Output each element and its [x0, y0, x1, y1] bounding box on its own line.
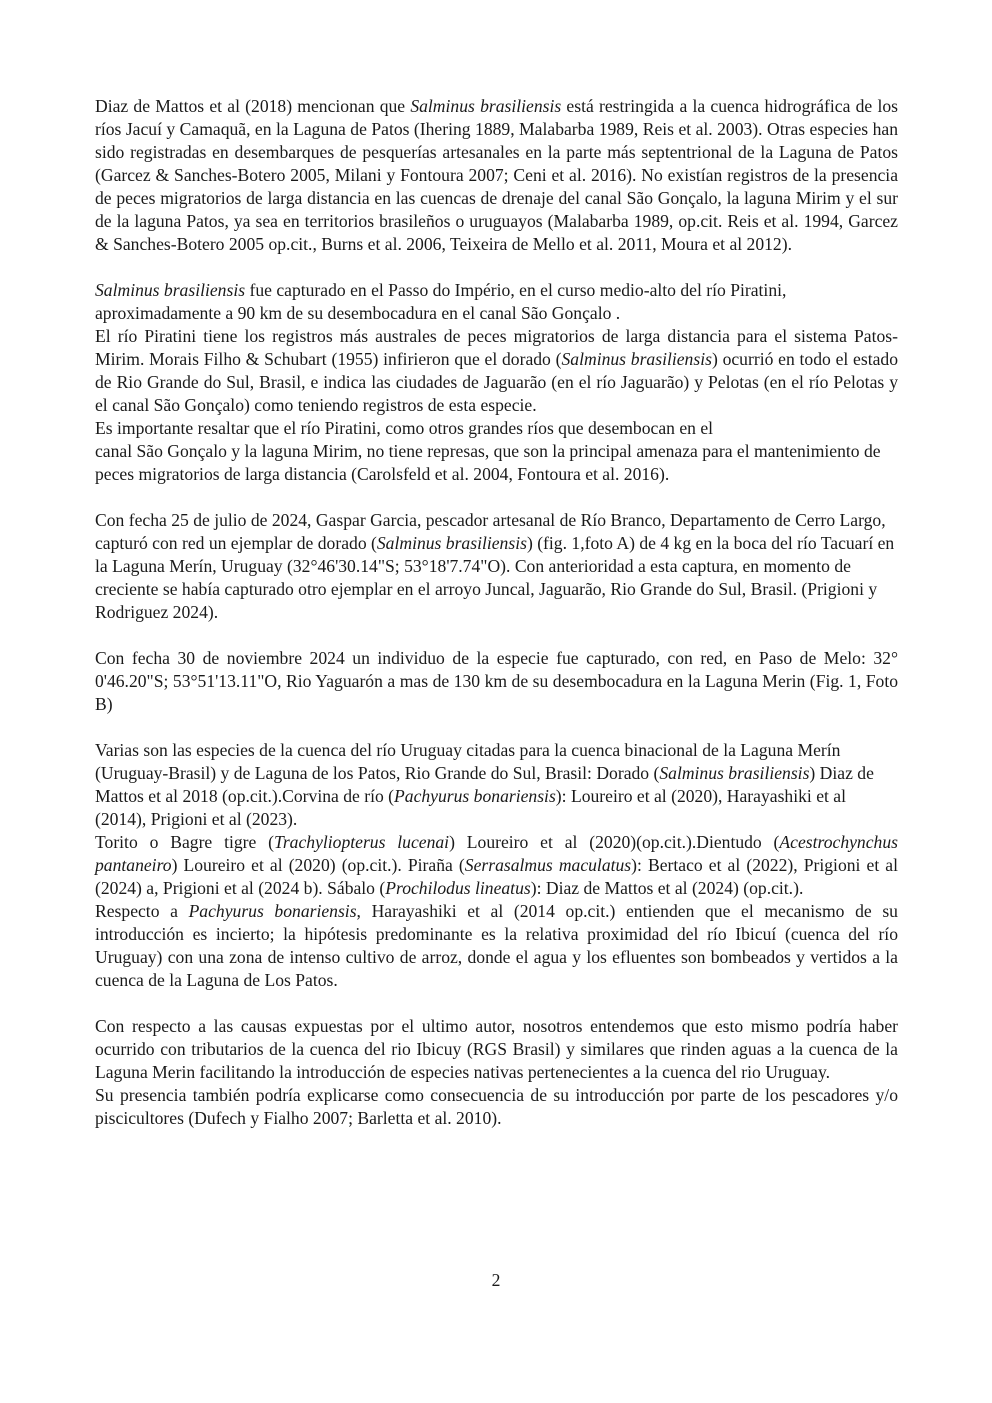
- paragraph: [95, 95, 898, 256]
- paragraph: [95, 440, 898, 486]
- paragraph-spacer: [95, 486, 898, 509]
- paragraph-spacer: [95, 256, 898, 279]
- italic-text: Acestrochynchus pantaneiro: [95, 832, 898, 875]
- paragraph: [95, 647, 898, 716]
- text-run: Diaz de Mattos et al (2018) mencionan que: [95, 96, 411, 116]
- italic-text: Salminus brasiliensis: [95, 280, 246, 300]
- italic-text: Salminus brasiliensis: [410, 96, 562, 116]
- text-run: Con respecto a las causas expuestas por el ultimo autor, nosotros entendemos que esto mismo podría haber ocurrido con tributarios de la cuenca del rio Ibicuy (RGS Brasil) y similares que rinden aguas a la cuenca de la Laguna Merin facilitando la introducción de especies nativas pertenecientes a la cuenca del rio Uruguay.: [95, 1016, 898, 1082]
- text-run: Torito o Bagre tigre (: [95, 832, 275, 852]
- text-run: , Harayashiki et al (2014 op.cit.) entienden que el mecanismo de su introducción es incierto; la hipótesis predominante es la relativa proximidad del río Ibicuí (cuenca del río Uruguay) con una zona de intenso cultivo de arroz, donde el agua y los efluentes son bombeados y vertidos a la cuenca de la Laguna de Los Patos.: [95, 901, 898, 990]
- italic-text: Salminus brasiliensis: [561, 349, 712, 369]
- text-run: Con fecha 25 de julio de 2024, Gaspar Garcia, pescador artesanal de Río Branco, Departamento de Cerro Largo, capturó con red un ejemplar de dorado (: [95, 510, 886, 553]
- text-run: ) Loureiro et al (2020)(op.cit.).Dientudo (: [449, 832, 780, 852]
- text-run: El río Piratini tiene los registros más australes de peces migratorios de larga distancia para el sistema Patos-Mirim. Morais Filho & Schubart (1955) infirieron que el dorado (: [95, 326, 898, 369]
- paragraph: [95, 325, 898, 417]
- text-run: Es importante resaltar que el río Piratini, como otros grandes ríos que desembocan en el: [95, 418, 714, 438]
- paragraph: [95, 279, 898, 325]
- italic-text: Trachyliopterus lucenai: [274, 832, 450, 852]
- paragraph-spacer: [95, 716, 898, 739]
- text-run: ) ocurrió en todo el estado de Rio Grande do Sul, Brasil, e indica las ciudades de Jaguarão (en el río Jaguarão) y Pelotas (en el río Pelotas y el canal São Gonçalo) como teniendo registros de esta especie.: [95, 349, 899, 415]
- paragraph: [95, 739, 898, 831]
- text-run: ): Bertaco et al (2022), Prigioni et al (2024) a, Prigioni et al (2024 b). Sábalo (: [95, 855, 898, 898]
- text-run: ) (fig. 1,foto A) de 4 kg en la boca del río Tacuarí en la Laguna Merín, Uruguay (32°46'30.14"S; 53°18'7.74"O). Con anterioridad a esta captura, en momento de creciente se había capturado otro ejemplar en el arroyo Juncal, Jaguarão, Rio Grande do Sul, Brasil. (Prigioni y Rodriguez 2024).: [95, 533, 895, 622]
- text-run: Respecto a: [95, 901, 189, 921]
- paragraph-spacer: [95, 992, 898, 1015]
- italic-text: Salminus brasiliensis: [376, 533, 527, 553]
- italic-text: Serrasalmus maculatus: [464, 855, 632, 875]
- text-run: ): Diaz de Mattos et al (2024) (op.cit.).: [530, 878, 804, 898]
- text-run: canal São Gonçalo y la laguna Mirim, no tiene represas, que son la principal amenaza para el mantenimiento de peces migratorios de larga distancia (Carolsfeld et al. 2004, Fontoura et al. 2016).: [95, 441, 881, 484]
- paragraph: [95, 831, 898, 900]
- document-body: [95, 95, 898, 1130]
- italic-text: Pachyurus bonariensis: [394, 786, 556, 806]
- text-run: ): Loureiro et al (2020), Harayashiki et al (2014), Prigioni et al (2023).: [95, 786, 846, 829]
- paragraph: [95, 417, 898, 440]
- paragraph: [95, 509, 898, 624]
- text-run: Varias son las especies de la cuenca del río Uruguay citadas para la cuenca binacional de la Laguna Merín (Uruguay-Brasil) y de Laguna de los Patos, Rio Grande do Sul, Brasil: Dorado (: [95, 740, 841, 783]
- italic-text: Prochilodus lineatus: [385, 878, 531, 898]
- italic-text: Pachyurus bonariensis: [188, 901, 357, 921]
- text-run: ) Loureiro et al (2020) (op.cit.). Piraña (: [171, 855, 465, 875]
- paragraph: [95, 1084, 898, 1130]
- text-run: Con fecha 30 de noviembre 2024 un individuo de la especie fue capturado, con red, en Paso de Melo: 32° 0'46.20"S; 53°51'13.11"O, Rio Yaguarón a mas de 130 km de su desembocadura en la Laguna Merin (Fig. 1, Foto B): [95, 648, 898, 714]
- text-run: está restringida a la cuenca hidrográfica de los ríos Jacuí y Camaquã, en la Laguna de Patos (Ihering 1889, Malabarba 1989, Reis et al. 2003). Otras especies han sido registradas en desembarques de pesquerías artesanales en la parte más septentrional de la Laguna de Patos (Garcez & Sanches-Botero 2005, Milani y Fontoura 2007; Ceni et al. 2016). No existían registros de la presencia de peces migratorios de larga distancia en las cuencas de drenaje del canal São Gonçalo, la laguna Mirim y el sur de la laguna Patos, ya sea en territorios brasileños o uruguayos (Malabarba 1989, op.cit. Reis et al. 1994, Garcez & Sanches-Botero 2005 op.cit., Burns et al. 2006, Teixeira de Mello et al. 2011, Moura et al 2012).: [95, 96, 898, 254]
- text-run: ) Diaz de Mattos et al 2018 (op.cit.).Corvina de río (: [95, 763, 874, 806]
- text-run: Su presencia también podría explicarse como consecuencia de su introducción por parte de los pescadores y/o piscicultores (Dufech y Fialho 2007; Barletta et al. 2010).: [95, 1085, 898, 1128]
- italic-text: Salminus brasiliensis: [659, 763, 810, 783]
- text-run: fue capturado en el Passo do Império, en el curso medio-alto del río Piratini, aproximadamente a 90 km de su desembocadura en el canal São Gonçalo .: [95, 280, 787, 323]
- page-number: 2: [491, 1270, 501, 1290]
- paragraph-spacer: [95, 624, 898, 647]
- paragraph: [95, 1015, 898, 1084]
- paragraph: [95, 900, 898, 992]
